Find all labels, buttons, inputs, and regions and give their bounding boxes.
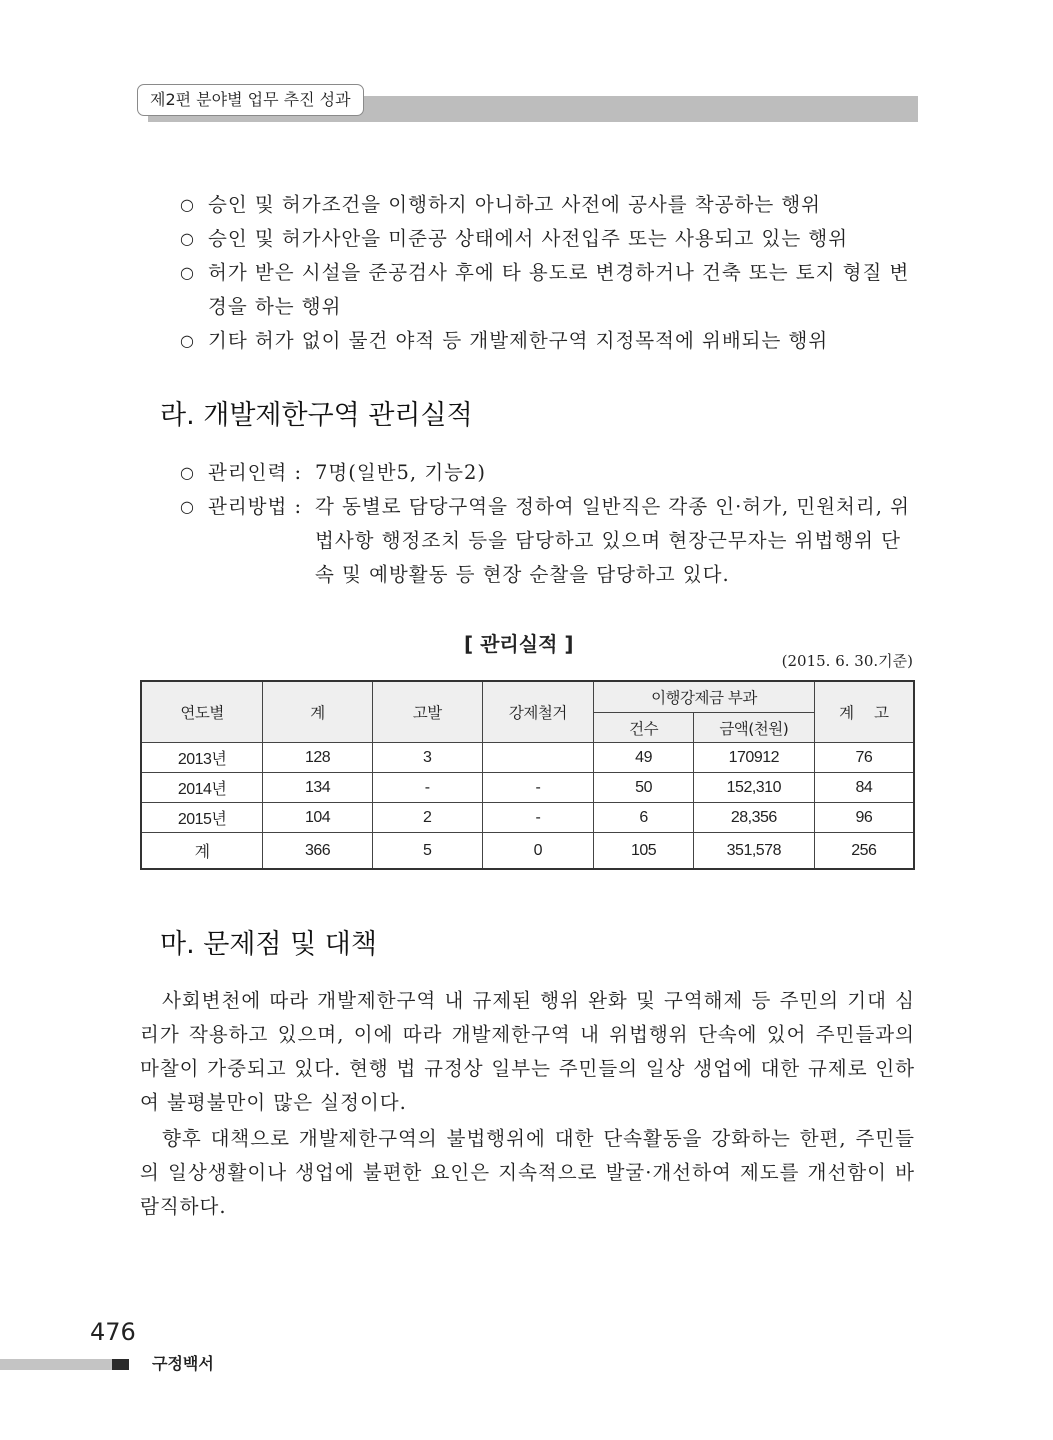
method-label: 관리방법 : bbox=[208, 495, 303, 518]
bullet-circle-icon: ○ bbox=[180, 229, 195, 248]
section-title-issues: 마. 문제점 및 대책 bbox=[160, 929, 377, 960]
chapter-tab: 제2편 분야별 업무 추진 성과 bbox=[137, 84, 364, 116]
table-caption: [ 관리실적 ] bbox=[464, 632, 574, 656]
header-demolition: 강제철거 bbox=[482, 681, 594, 743]
footer-bar bbox=[0, 1359, 112, 1370]
header-year: 연도별 bbox=[141, 681, 263, 743]
section-title-management: 라. 개발제한구역 관리실적 bbox=[160, 400, 473, 431]
bullet-circle-icon: ○ bbox=[180, 463, 195, 482]
table-total-row: 계 366 5 0 105 351,578 256 bbox=[141, 833, 914, 870]
list-item: ○ 기타 허가 없이 물건 야적 등 개발제한구역 지정목적에 위배되는 행위 bbox=[180, 324, 920, 358]
table-date-note: (2015. 6. 30.기준) bbox=[781, 652, 913, 670]
book-title: 구정백서 bbox=[152, 1354, 214, 1373]
header-penalty-group: 이행강제금 부과 bbox=[594, 681, 815, 713]
header-total: 계 bbox=[263, 681, 373, 743]
management-results-table bbox=[140, 680, 915, 870]
table-row: 2015년 104 2 - 6 28,356 96 bbox=[141, 803, 914, 833]
measures-paragraph: 향후 대책으로 개발제한구역의 불법행위에 대한 단속활동을 강화하는 한편, 주민들의 일상생활이나 생업에 불편한 요인은 지속적으로 발굴·개선하여 제도를 개선함이 바람직하다. bbox=[140, 1127, 915, 1218]
method-value: 각 동별로 담당구역을 정하여 일반직은 각종 인·허가, 민원처리, 위법사항 행정조치 등을 담당하고 있으며 현장근무자는 위법행위 단속 및 예방활동 등 현장 순찰을 담당하고 있다. bbox=[315, 495, 910, 586]
staff-value: 7명(일반5, 기능2) bbox=[315, 461, 487, 484]
bullet-circle-icon: ○ bbox=[180, 331, 195, 350]
bullet-circle-icon: ○ bbox=[180, 497, 195, 516]
header-sum: 계 고 bbox=[814, 681, 914, 743]
header-amount: 금액(천원) bbox=[693, 713, 814, 743]
violation-list bbox=[180, 188, 920, 358]
list-item: ○ 승인 및 허가조건을 이행하지 아니하고 사전에 공사를 착공하는 행위 bbox=[180, 188, 920, 222]
footer-square-icon bbox=[112, 1359, 129, 1370]
method-row bbox=[180, 490, 920, 592]
header-accusation: 고발 bbox=[372, 681, 482, 743]
page-number: 476 bbox=[90, 1318, 136, 1346]
header-count: 건수 bbox=[594, 713, 694, 743]
table-row: 2013년 128 3 49 170912 76 bbox=[141, 743, 914, 773]
bullet-circle-icon: ○ bbox=[180, 195, 195, 214]
table-row: 2014년 134 - - 50 152,310 84 bbox=[141, 773, 914, 803]
issues-paragraph: 사회변천에 따라 개발제한구역 내 규제된 행위 완화 및 구역해제 등 주민의 기대 심리가 작용하고 있으며, 이에 따라 개발제한구역 내 위법행위 단속에 있어 주민들과의 마찰이 가중되고 있다. 현행 법 규정상 일부는 주민들의 일상 생업에 대한 규제로 인하여 불평불만이 많은 실정이다. bbox=[140, 989, 915, 1114]
bullet-circle-icon: ○ bbox=[180, 263, 195, 282]
list-item: ○ 허가 받은 시설을 준공검사 후에 타 용도로 변경하거나 건축 또는 토지 형질 변경을 하는 행위 bbox=[180, 256, 920, 324]
list-item: ○ 승인 및 허가사안을 미준공 상태에서 사전입주 또는 사용되고 있는 행위 bbox=[180, 222, 920, 256]
management-info bbox=[180, 456, 920, 592]
staff-row bbox=[180, 456, 920, 490]
staff-label: 관리인력 : bbox=[208, 461, 303, 484]
